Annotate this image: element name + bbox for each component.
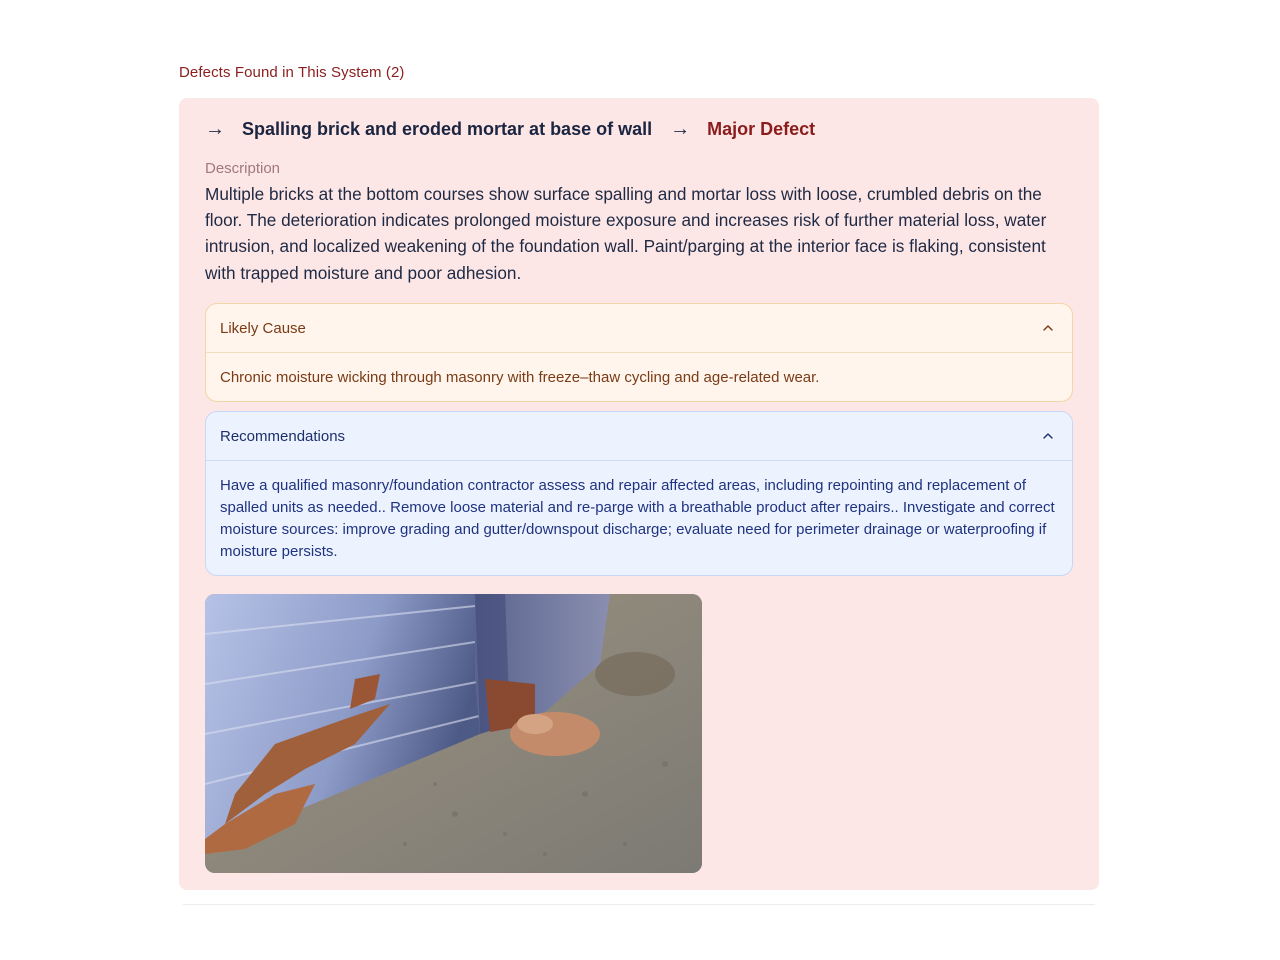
likely-cause-toggle[interactable]: [206, 304, 1072, 353]
defect-photo-image: [205, 594, 702, 873]
description-text: Multiple bricks at the bottom courses show surface spalling and mortar loss with loose, crumbled debris on the floor. The deterioration indicates prolonged moisture exposure and increases risk of further material loss, water intrusion, and localized weakening of the foundation wall. Paint/parging at the interior face is flaking, consistent with trapped moisture and poor adhesion.: [205, 184, 1047, 283]
defect-card: [179, 98, 1099, 890]
likely-cause-panel: [205, 303, 1073, 402]
likely-cause-text: Chronic moisture wicking through masonry with freeze–thaw cycling and age-related wear.: [220, 369, 820, 386]
chevron-up-icon[interactable]: [1040, 428, 1056, 444]
defect-header: [205, 116, 815, 142]
defect-photo[interactable]: [205, 594, 702, 873]
section-title: Defects Found in This System (2): [179, 64, 405, 81]
recommendations-text: Have a qualified masonry/foundation contractor assess and repair affected areas, including repointing and replacement of spalled units as needed.. Remove loose material and re-parge with a breathable product after repairs.. Investigate and correct moisture sources: improve grading and gutter/downspout discharge; evaluate need for perimeter drainage or waterproofing if moisture persists.: [220, 477, 1055, 560]
arrow-right-icon: →: [205, 118, 225, 140]
description-label: Description: [205, 160, 281, 177]
recommendations-label: Recommendations: [220, 427, 346, 445]
chevron-up-icon[interactable]: [1040, 320, 1056, 336]
recommendations-panel: [205, 411, 1073, 576]
section-divider: [183, 904, 1095, 905]
arrow-right-icon: →: [670, 118, 691, 140]
recommendations-toggle[interactable]: [206, 412, 1072, 461]
likely-cause-label: Likely Cause: [220, 319, 306, 337]
severity-label: Major Defect: [707, 118, 816, 139]
defect-title: Spalling brick and eroded mortar at base of wall: [242, 118, 653, 139]
